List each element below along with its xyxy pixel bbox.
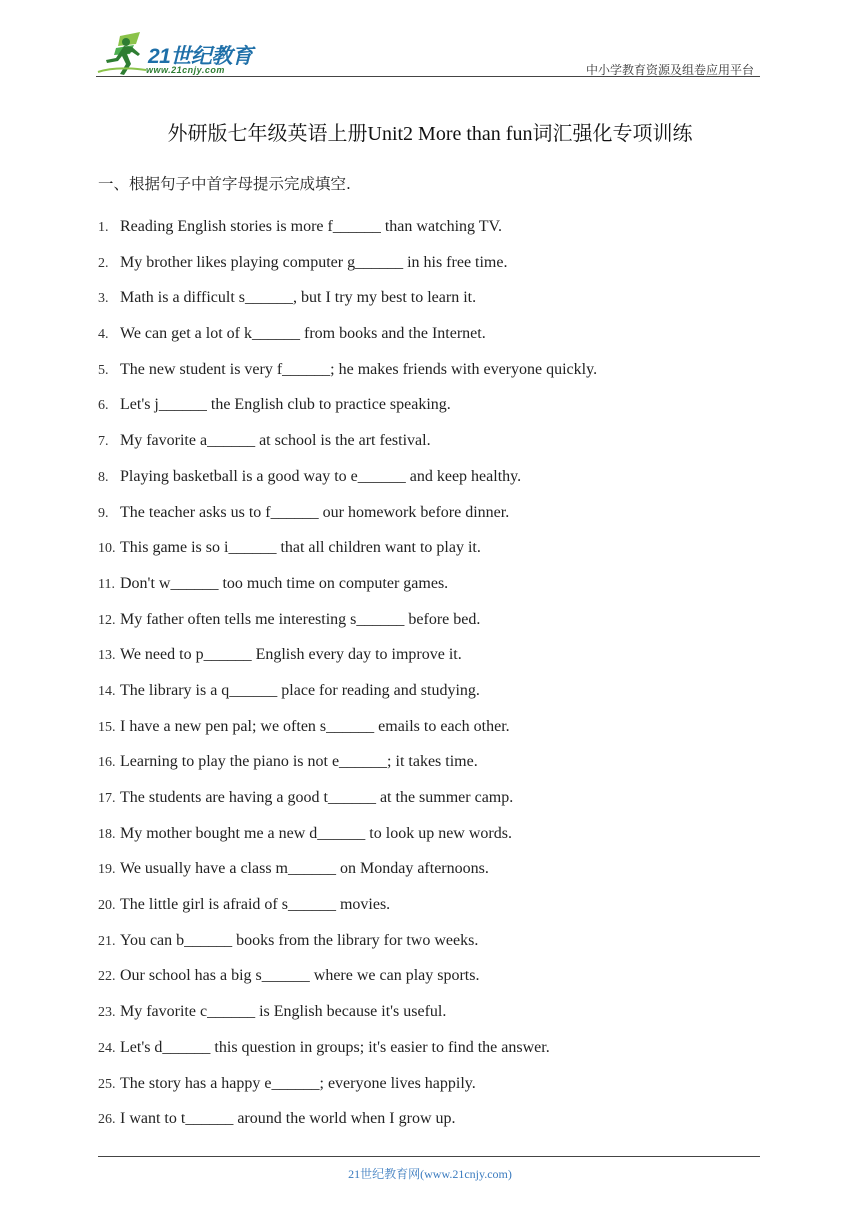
page-header	[96, 30, 760, 78]
question-item	[98, 718, 758, 754]
question-text: Let's j______ the English club to practice speaking.	[120, 396, 451, 414]
section-heading: 一、根据句子中首字母提示完成填空.	[98, 175, 351, 193]
question-item	[98, 967, 758, 1003]
question-number: 10.	[98, 541, 116, 557]
question-text: Learning to play the piano is not e______; it takes time.	[120, 753, 478, 771]
question-item	[98, 361, 758, 397]
question-text: Playing basketball is a good way to e______ and keep healthy.	[120, 467, 522, 485]
question-item	[98, 289, 758, 325]
question-item	[98, 1075, 758, 1111]
question-text: The little girl is afraid of s______ movies.	[120, 896, 391, 914]
question-number: 25.	[98, 1076, 116, 1092]
question-text: My mother bought me a new d______ to look up new words.	[120, 824, 512, 842]
question-number: 9.	[98, 505, 109, 521]
question-item	[98, 1039, 758, 1075]
site-logo[interactable]	[96, 30, 256, 78]
question-item	[98, 611, 758, 647]
question-number: 4.	[98, 327, 109, 343]
question-text: My brother likes playing computer g______ in his free time.	[120, 253, 508, 271]
question-number: 12.	[98, 612, 116, 628]
question-item	[98, 753, 758, 789]
question-text: Reading English stories is more f______ than watching TV.	[120, 218, 503, 235]
question-item	[98, 254, 758, 290]
runner-logo-icon	[96, 30, 152, 78]
question-text: The story has a happy e______; everyone lives happily.	[120, 1074, 476, 1092]
question-number: 1.	[98, 220, 109, 235]
question-item	[98, 896, 758, 932]
document-title-text: 外研版七年级英语上册Unit2 More than fun词汇强化专项训练	[167, 123, 693, 145]
question-number: 15.	[98, 719, 116, 735]
question-item	[98, 1003, 758, 1039]
logo-brand-text: 21世纪教育	[148, 45, 253, 68]
question-item	[98, 504, 758, 540]
question-text: Let's d______ this question in groups; it's easier to find the answer.	[120, 1038, 550, 1056]
question-text: This game is so i______ that all children want to play it.	[120, 539, 481, 557]
question-number: 17.	[98, 791, 116, 806]
question-text: My favorite c______ is English because it's useful.	[120, 1003, 447, 1021]
question-item	[98, 682, 758, 718]
question-item	[98, 432, 758, 468]
question-text: Math is a difficult s______, but I try my best to learn it.	[120, 289, 477, 307]
logo-url-text: www.21cnjy.com	[146, 65, 225, 75]
question-number: 2.	[98, 255, 109, 271]
header-divider	[96, 76, 760, 77]
question-text: We can get a lot of k______ from books and the Internet.	[120, 325, 486, 343]
question-number: 13.	[98, 648, 116, 664]
footer-divider	[98, 1156, 760, 1157]
question-item	[98, 325, 758, 361]
question-number: 16.	[98, 755, 116, 771]
question-text: I have a new pen pal; we often s______ emails to each other.	[120, 717, 510, 735]
question-number: 23.	[98, 1005, 116, 1021]
document-title	[0, 117, 860, 146]
question-text: We usually have a class m______ on Monday afternoons.	[120, 860, 489, 878]
question-number: 21.	[98, 933, 116, 949]
question-item	[98, 396, 758, 432]
question-text: The teacher asks us to f______ our homework before dinner.	[120, 503, 510, 521]
question-number: 11.	[98, 576, 115, 592]
question-item	[98, 860, 758, 896]
question-item	[98, 932, 758, 968]
question-number: 19.	[98, 862, 116, 878]
question-number: 22.	[98, 969, 116, 985]
question-list	[98, 218, 758, 1146]
question-item	[98, 468, 758, 504]
question-number: 6.	[98, 398, 109, 414]
question-text: I want to t______ around the world when I grow up.	[120, 1110, 456, 1128]
footer-link[interactable]: 21世纪教育网(www.21cnjy.com)	[348, 1167, 512, 1181]
question-text: My favorite a______ at school is the art festival.	[120, 432, 431, 450]
question-number: 20.	[98, 898, 116, 914]
question-item	[98, 1110, 758, 1146]
question-number: 7.	[98, 434, 109, 450]
question-number: 24.	[98, 1040, 116, 1056]
question-text: The new student is very f______; he makes friends with everyone quickly.	[120, 360, 598, 378]
question-number: 18.	[98, 826, 116, 842]
question-text: The library is a q______ place for reading and studying.	[120, 681, 480, 699]
question-number: 3.	[98, 291, 109, 307]
question-text: My father often tells me interesting s______ before bed.	[120, 610, 481, 628]
question-number: 5.	[98, 362, 109, 378]
question-item	[98, 646, 758, 682]
question-text: You can b______ books from the library for two weeks.	[120, 931, 479, 949]
question-item	[98, 218, 758, 254]
question-item	[98, 539, 758, 575]
question-item	[98, 825, 758, 861]
question-number: 8.	[98, 469, 109, 485]
question-text: The students are having a good t______ at the summer camp.	[120, 789, 514, 806]
question-item	[98, 789, 758, 825]
question-text: We need to p______ English every day to improve it.	[120, 646, 462, 664]
question-number: 14.	[98, 683, 116, 699]
question-text: Don't w______ too much time on computer games.	[120, 574, 449, 592]
question-item	[98, 575, 758, 611]
platform-name: 中小学教育资源及组卷应用平台	[585, 63, 754, 77]
question-number: 26.	[98, 1112, 116, 1128]
question-text: Our school has a big s______ where we can play sports.	[120, 967, 480, 985]
